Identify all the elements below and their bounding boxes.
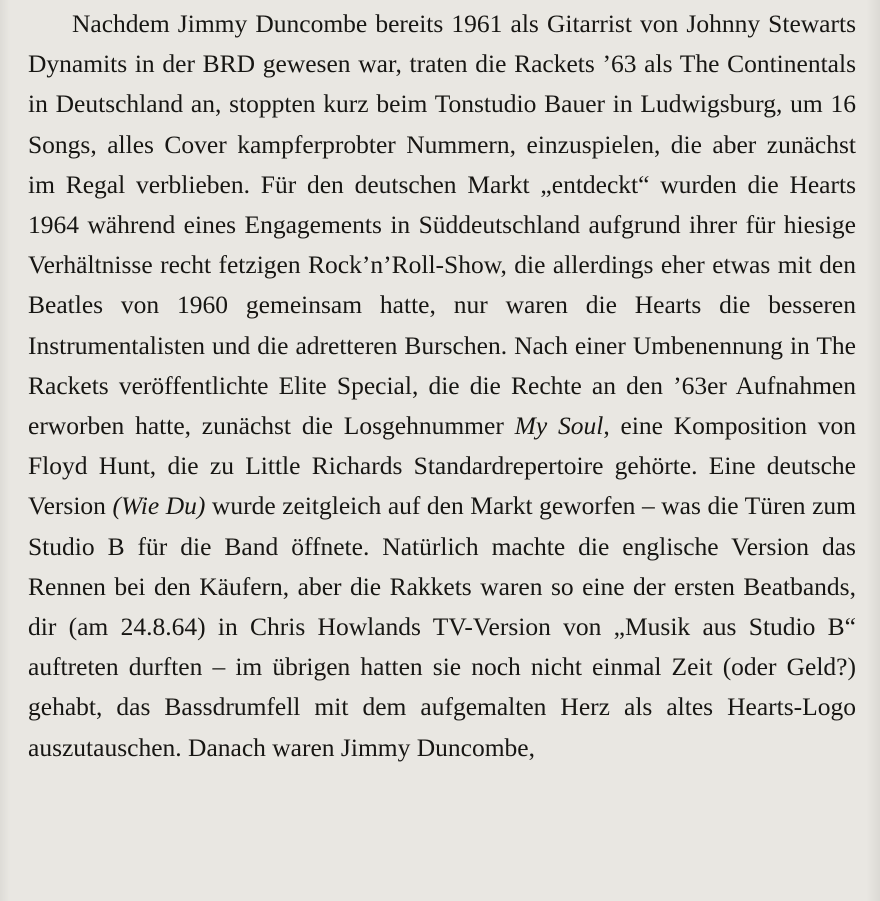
paragraph (28, 4, 856, 768)
italic-title: (Wie Du) (112, 491, 206, 521)
body-text (28, 4, 856, 768)
italic-title: My Soul (514, 411, 604, 441)
page-left-shadow (0, 0, 10, 901)
text-run: Nachdem Jimmy Duncombe bereits 1961 als Gitarrist von Johnny Stewarts Dynamits in der BRD gewesen war, traten die Rackets ’63 als The Continentals in Deutschland an, stoppten kurz beim Tonstudio Bauer in Ludwigsburg, um 16 Songs, alles Cover kampferprobter Nummern, einzuspielen, die aber zunächst im Regal verblieben. Für den deutschen Markt „entdeckt“ wurden die Hearts 1964 während eines Engagements in Süddeutschland aufgrund ihrer für hiesige Verhältnisse recht fetzigen Rock’n’Roll-Show, die allerdings eher etwas mit den Beatles von 1960 gemeinsam hatte, nur waren die Hearts die besseren Instrumentalisten und die adretteren Burschen. Nach einer Umbenennung in The Rackets veröffentlichte Elite Special, die die Rechte an den ’63er Aufnahmen erworben hatte, zunächst die Losgehnummer (28, 9, 856, 441)
text-run: wurde zeitgleich auf den Markt geworfen – was die Türen zum Studio B für die Band öffnete. Natürlich machte die englische Version das Rennen bei den Käufern, aber die Rakkets waren so eine der ersten Beatbands, dir (am 24.8.64) in Chris Howlands TV-Version von „Musik aus Studio B“ auftreten durften – im übrigen hatten sie noch nicht einmal Zeit (oder Geld?) gehabt, das Bassdrumfell mit dem aufgemalten Herz als altes Hearts-Logo auszutauschen. Danach waren Jimmy Duncombe, (28, 491, 856, 762)
page-bottom-divider (28, 882, 858, 883)
text-run: , eine Komposition von Floyd Hunt, die zu Little Richards Standardrepertoire gehörte. Eine deutsche Version (28, 411, 856, 521)
